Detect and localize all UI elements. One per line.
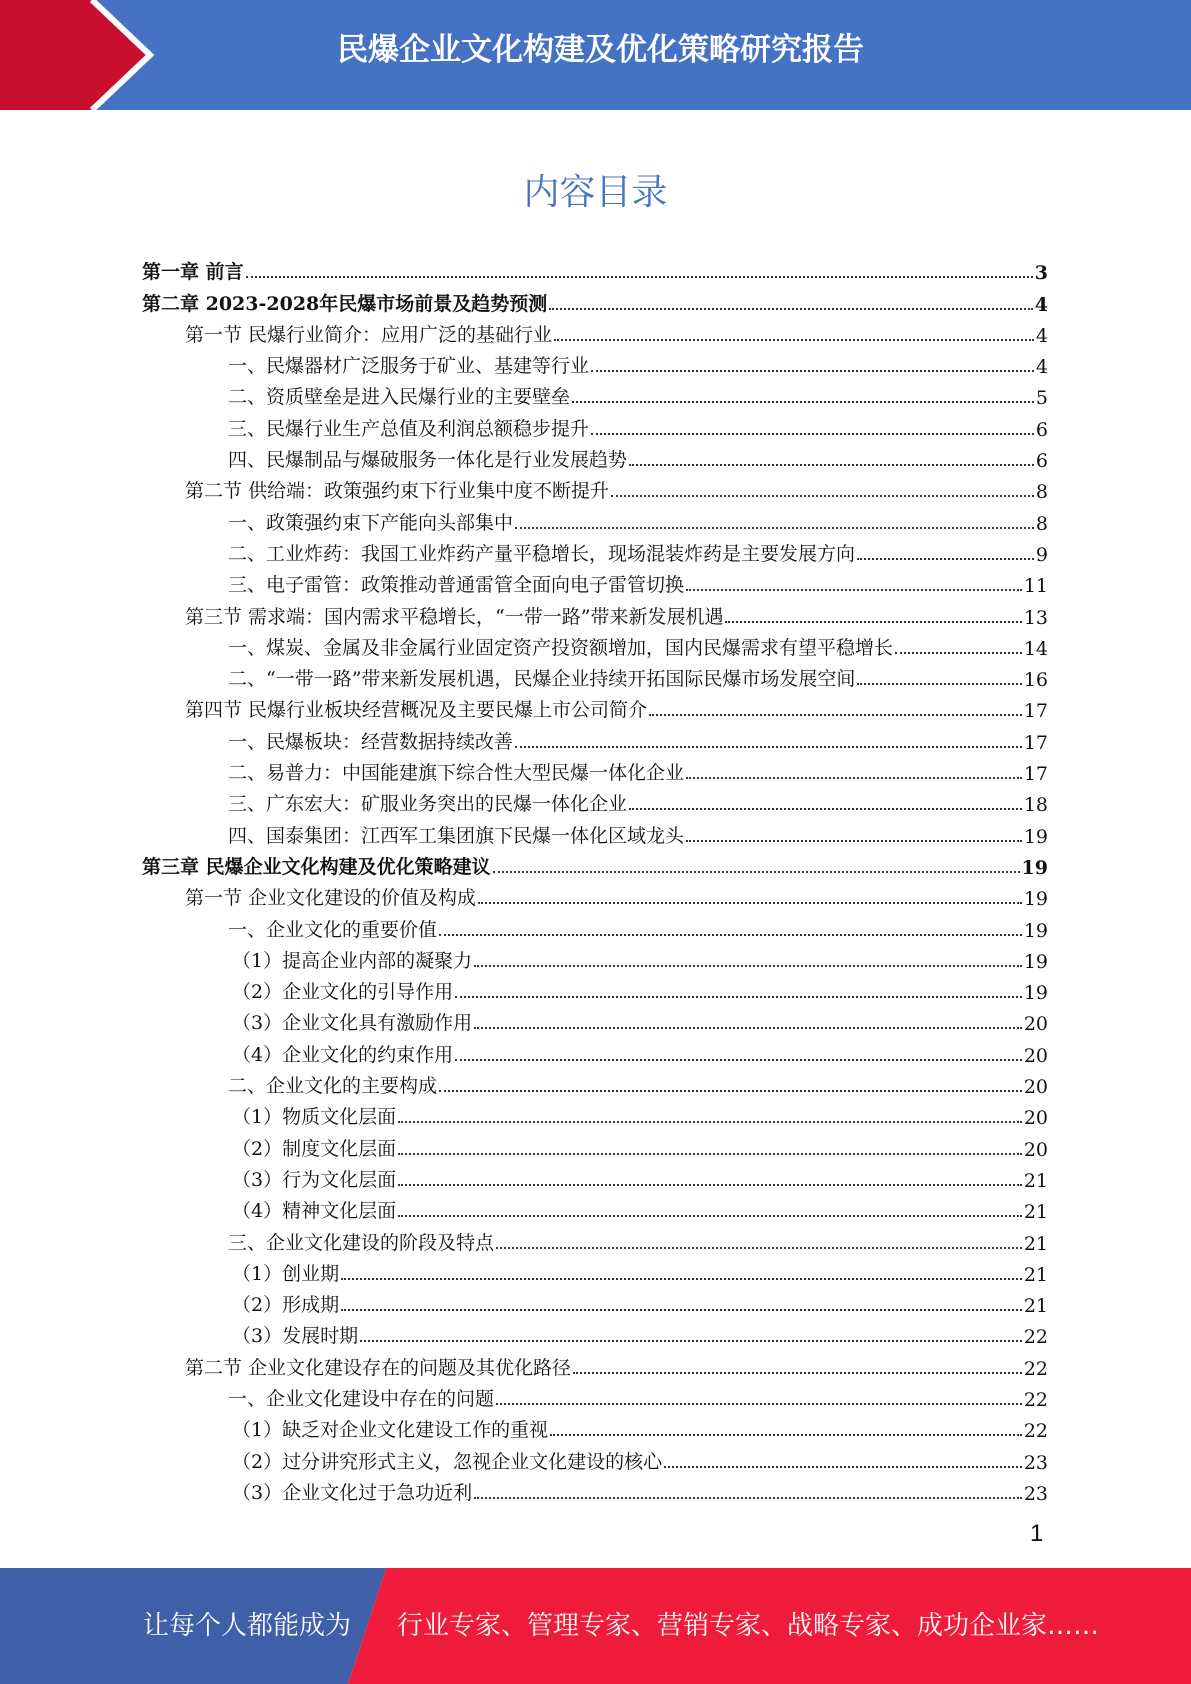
toc-entry[interactable] xyxy=(142,973,1048,1004)
toc-entry-title: 三、广东宏大：矿服业务突出的民爆一体化企业 xyxy=(228,793,628,816)
toc-entry-title: 四、国泰集团：江西军工集团旗下民爆一体化区域龙头 xyxy=(228,824,685,847)
toc-entry-title: （2）制度文化层面 xyxy=(232,1137,397,1160)
toc-entry[interactable] xyxy=(142,472,1048,503)
toc-entry-title: （3）发展时期 xyxy=(232,1325,359,1348)
toc-entry-page: 21 xyxy=(1023,1169,1048,1192)
toc-entry-page: 17 xyxy=(1023,700,1048,723)
toc-entry[interactable] xyxy=(142,879,1048,910)
toc-entry[interactable] xyxy=(142,535,1048,566)
toc-leader-dots xyxy=(474,1497,1022,1499)
toc-entry-title: （3）企业文化过于急功近利 xyxy=(232,1481,473,1504)
toc-entry-page: 19 xyxy=(1023,982,1048,1005)
toc-entry-page: 23 xyxy=(1023,1482,1048,1505)
toc-entry-page: 8 xyxy=(1035,512,1048,535)
footer-slogan-left: 让每个人都能成为 xyxy=(143,1611,352,1641)
toc-entry-page: 8 xyxy=(1035,481,1048,504)
toc-entry[interactable] xyxy=(142,597,1048,628)
toc-leader-dots xyxy=(246,276,1033,278)
toc-entry[interactable] xyxy=(142,1035,1048,1066)
toc-leader-dots xyxy=(398,1184,1022,1186)
toc-entry-page: 20 xyxy=(1023,1138,1048,1161)
toc-entry-title: 三、民爆行业生产总值及利润总额稳步提升 xyxy=(228,417,590,440)
toc-leader-dots xyxy=(572,401,1034,403)
toc-entry[interactable] xyxy=(142,1004,1048,1035)
toc-leader-dots xyxy=(591,433,1034,435)
toc-leader-dots xyxy=(686,589,1022,591)
toc-leader-dots xyxy=(398,1153,1022,1155)
toc-entry-title: 一、企业文化建设中存在的问题 xyxy=(228,1387,495,1410)
toc-entry-page: 6 xyxy=(1035,450,1048,473)
toc-entry-title: 一、民爆板块：经营数据持续改善 xyxy=(228,730,514,753)
toc-leader-dots xyxy=(895,652,1022,654)
toc-entry[interactable] xyxy=(142,1348,1048,1379)
toc-leader-dots xyxy=(439,934,1022,936)
toc-entry-title: （4）精神文化层面 xyxy=(232,1200,397,1223)
toc-entry-page: 4 xyxy=(1035,324,1048,347)
toc-entry-page: 21 xyxy=(1023,1295,1048,1318)
toc-leader-dots xyxy=(455,1059,1022,1061)
toc-leader-dots xyxy=(496,1403,1022,1405)
toc-entry-page: 19 xyxy=(1021,856,1048,879)
toc-entry[interactable] xyxy=(142,1067,1048,1098)
toc-entry-title: 一、企业文化的重要价值 xyxy=(228,918,438,941)
toc-leader-dots xyxy=(496,1247,1022,1249)
toc-entry-page: 4 xyxy=(1034,293,1048,316)
toc-entry[interactable] xyxy=(142,1223,1048,1254)
toc-entry-title: （1）提高企业内部的凝聚力 xyxy=(232,949,473,972)
page-header xyxy=(0,0,1191,110)
toc-entry-page: 13 xyxy=(1023,606,1048,629)
toc-leader-dots xyxy=(686,777,1022,779)
toc-entry-title: 二、易普力：中国能建旗下综合性大型民爆一体化企业 xyxy=(228,762,685,785)
toc-leader-dots xyxy=(554,339,1034,341)
toc-entry-page: 17 xyxy=(1023,763,1048,786)
toc-entry-title: 二、资质壁垒是进入民爆行业的主要壁垒 xyxy=(228,386,571,409)
toc-entry-title: 第一节 民爆行业简介：应用广泛的基础行业 xyxy=(185,323,553,346)
table-of-contents xyxy=(142,253,1048,1505)
toc-leader-dots xyxy=(398,1121,1022,1123)
toc-entry-page: 22 xyxy=(1023,1388,1048,1411)
toc-entry[interactable] xyxy=(142,754,1048,785)
toc-entry-page: 20 xyxy=(1023,1044,1048,1067)
toc-entry-page: 19 xyxy=(1023,950,1048,973)
toc-entry[interactable] xyxy=(142,1255,1048,1286)
toc-heading: 内容目录 xyxy=(523,172,668,213)
toc-entry[interactable] xyxy=(142,378,1048,409)
toc-entry[interactable] xyxy=(142,816,1048,847)
toc-entry[interactable] xyxy=(142,722,1048,753)
toc-leader-dots xyxy=(550,1434,1022,1436)
toc-leader-dots xyxy=(341,1309,1022,1311)
toc-entry[interactable] xyxy=(142,1317,1048,1348)
toc-entry-title: （3）行为文化层面 xyxy=(232,1168,397,1191)
toc-entry-title: （1）缺乏对企业文化建设工作的重视 xyxy=(232,1419,549,1442)
toc-entry[interactable] xyxy=(142,1161,1048,1192)
toc-entry[interactable] xyxy=(142,629,1048,660)
toc-entry-title: 四、民爆制品与爆破服务一体化是行业发展趋势 xyxy=(228,449,628,472)
toc-leader-dots xyxy=(591,370,1034,372)
toc-entry[interactable] xyxy=(142,566,1048,597)
toc-entry[interactable] xyxy=(142,660,1048,691)
toc-entry-title: 第四节 民爆行业板块经营概况及主要民爆上市公司简介 xyxy=(185,699,648,722)
toc-entry-title: （2）过分讲究形式主义，忽视企业文化建设的核心 xyxy=(232,1450,663,1473)
toc-entry[interactable] xyxy=(142,1129,1048,1160)
toc-entry-title: 一、煤炭、金属及非金属行业固定资产投资额增加，国内民爆需求有望平稳增长 xyxy=(228,636,894,659)
toc-leader-dots xyxy=(611,495,1034,497)
toc-leader-dots xyxy=(398,1215,1022,1217)
toc-entry-title: （3）企业文化具有激励作用 xyxy=(232,1012,473,1035)
toc-entry-page: 22 xyxy=(1023,1420,1048,1443)
toc-entry-title: 三、企业文化建设的阶段及特点 xyxy=(228,1231,495,1254)
page-footer xyxy=(0,1568,1191,1684)
toc-leader-dots xyxy=(493,871,1020,873)
toc-entry-page: 22 xyxy=(1023,1357,1048,1380)
toc-leader-dots xyxy=(686,840,1022,842)
report-title: 民爆企业文化构建及优化策略研究报告 xyxy=(337,32,864,68)
toc-entry[interactable] xyxy=(142,1442,1048,1473)
toc-entry-page: 21 xyxy=(1023,1201,1048,1224)
page-number: 1 xyxy=(1030,1520,1044,1547)
toc-leader-dots xyxy=(664,1466,1022,1468)
toc-leader-dots xyxy=(857,683,1021,685)
toc-leader-dots xyxy=(474,965,1022,967)
toc-entry-title: （1）创业期 xyxy=(232,1262,340,1285)
toc-entry[interactable] xyxy=(142,1098,1048,1129)
toc-entry-page: 21 xyxy=(1023,1232,1048,1255)
toc-entry[interactable] xyxy=(142,316,1048,347)
toc-entry-page: 14 xyxy=(1023,637,1048,660)
toc-entry-page: 19 xyxy=(1023,888,1048,911)
toc-entry[interactable] xyxy=(142,942,1048,973)
toc-entry-page: 22 xyxy=(1023,1326,1048,1349)
toc-entry-title: 二、“一带一路”带来新发展机遇，民爆企业持续开拓国际民爆市场发展空间 xyxy=(228,668,856,691)
toc-leader-dots xyxy=(725,621,1021,623)
toc-entry[interactable] xyxy=(142,1192,1048,1223)
toc-entry-page: 20 xyxy=(1023,1076,1048,1099)
toc-entry-title: （1）物质文化层面 xyxy=(232,1106,397,1129)
footer-slogan-right: 行业专家、管理专家、营销专家、战略专家、成功企业家…… xyxy=(397,1611,1100,1641)
toc-leader-dots xyxy=(474,1027,1022,1029)
toc-entry[interactable] xyxy=(142,347,1048,378)
toc-entry-title: 第三节 需求端：国内需求平稳增长，“一带一路”带来新发展机遇 xyxy=(185,605,724,628)
toc-entry[interactable] xyxy=(142,409,1048,440)
toc-leader-dots xyxy=(629,464,1034,466)
toc-entry-page: 16 xyxy=(1023,669,1048,692)
toc-entry-title: 第一章 前言 xyxy=(142,261,244,284)
toc-entry-page: 19 xyxy=(1023,825,1048,848)
toc-entry-title: 一、政策强约束下产能向头部集中 xyxy=(228,511,514,534)
toc-entry[interactable] xyxy=(142,253,1048,284)
toc-entry[interactable] xyxy=(142,1286,1048,1317)
toc-entry-title: 第一节 企业文化建设的价值及构成 xyxy=(185,887,477,910)
toc-entry-title: 第二章 2023-2028年民爆市场前景及趋势预测 xyxy=(142,292,548,315)
toc-entry[interactable] xyxy=(142,284,1048,315)
toc-entry-page: 17 xyxy=(1023,731,1048,754)
toc-entry-title: （2）形成期 xyxy=(232,1294,340,1317)
toc-leader-dots xyxy=(455,996,1022,998)
toc-leader-dots xyxy=(439,1090,1022,1092)
toc-leader-dots xyxy=(341,1278,1022,1280)
toc-entry-page: 19 xyxy=(1023,919,1048,942)
toc-entry-page: 18 xyxy=(1023,794,1048,817)
toc-entry-title: 二、企业文化的主要构成 xyxy=(228,1075,438,1098)
toc-entry-page: 23 xyxy=(1023,1451,1048,1474)
toc-entry-page: 5 xyxy=(1035,387,1048,410)
toc-leader-dots xyxy=(515,746,1022,748)
toc-leader-dots xyxy=(515,527,1034,529)
toc-entry-title: （4）企业文化的约束作用 xyxy=(232,1043,454,1066)
toc-entry-page: 3 xyxy=(1034,262,1048,285)
toc-leader-dots xyxy=(573,1372,1022,1374)
toc-leader-dots xyxy=(549,308,1033,310)
toc-entry[interactable] xyxy=(142,910,1048,941)
toc-leader-dots xyxy=(857,558,1034,560)
toc-entry[interactable] xyxy=(142,441,1048,472)
toc-entry-page: 9 xyxy=(1035,543,1048,566)
toc-entry-title: 第二节 企业文化建设存在的问题及其优化路径 xyxy=(185,1356,572,1379)
toc-entry-page: 11 xyxy=(1023,575,1048,598)
toc-entry-title: （2）企业文化的引导作用 xyxy=(232,981,454,1004)
toc-entry[interactable] xyxy=(142,691,1048,722)
toc-leader-dots xyxy=(360,1340,1022,1342)
toc-entry[interactable] xyxy=(142,1380,1048,1411)
toc-entry[interactable] xyxy=(142,1474,1048,1505)
toc-leader-dots xyxy=(629,808,1022,810)
toc-entry-page: 6 xyxy=(1035,418,1048,441)
toc-entry-title: 二、工业炸药：我国工业炸药产量平稳增长，现场混装炸药是主要发展方向 xyxy=(228,542,856,565)
toc-entry-title: 第三章 民爆企业文化构建及优化策略建议 xyxy=(142,855,491,878)
toc-entry-page: 20 xyxy=(1023,1013,1048,1036)
toc-entry-page: 20 xyxy=(1023,1107,1048,1130)
toc-entry[interactable] xyxy=(142,848,1048,879)
toc-entry-title: 一、民爆器材广泛服务于矿业、基建等行业 xyxy=(228,355,590,378)
toc-entry[interactable] xyxy=(142,785,1048,816)
toc-leader-dots xyxy=(478,902,1022,904)
toc-entry[interactable] xyxy=(142,503,1048,534)
toc-entry[interactable] xyxy=(142,1411,1048,1442)
toc-entry-title: 第二节 供给端：政策强约束下行业集中度不断提升 xyxy=(185,480,610,503)
toc-entry-page: 21 xyxy=(1023,1263,1048,1286)
toc-entry-page: 4 xyxy=(1035,356,1048,379)
toc-entry-title: 三、电子雷管：政策推动普通雷管全面向电子雷管切换 xyxy=(228,574,685,597)
toc-leader-dots xyxy=(649,714,1022,716)
